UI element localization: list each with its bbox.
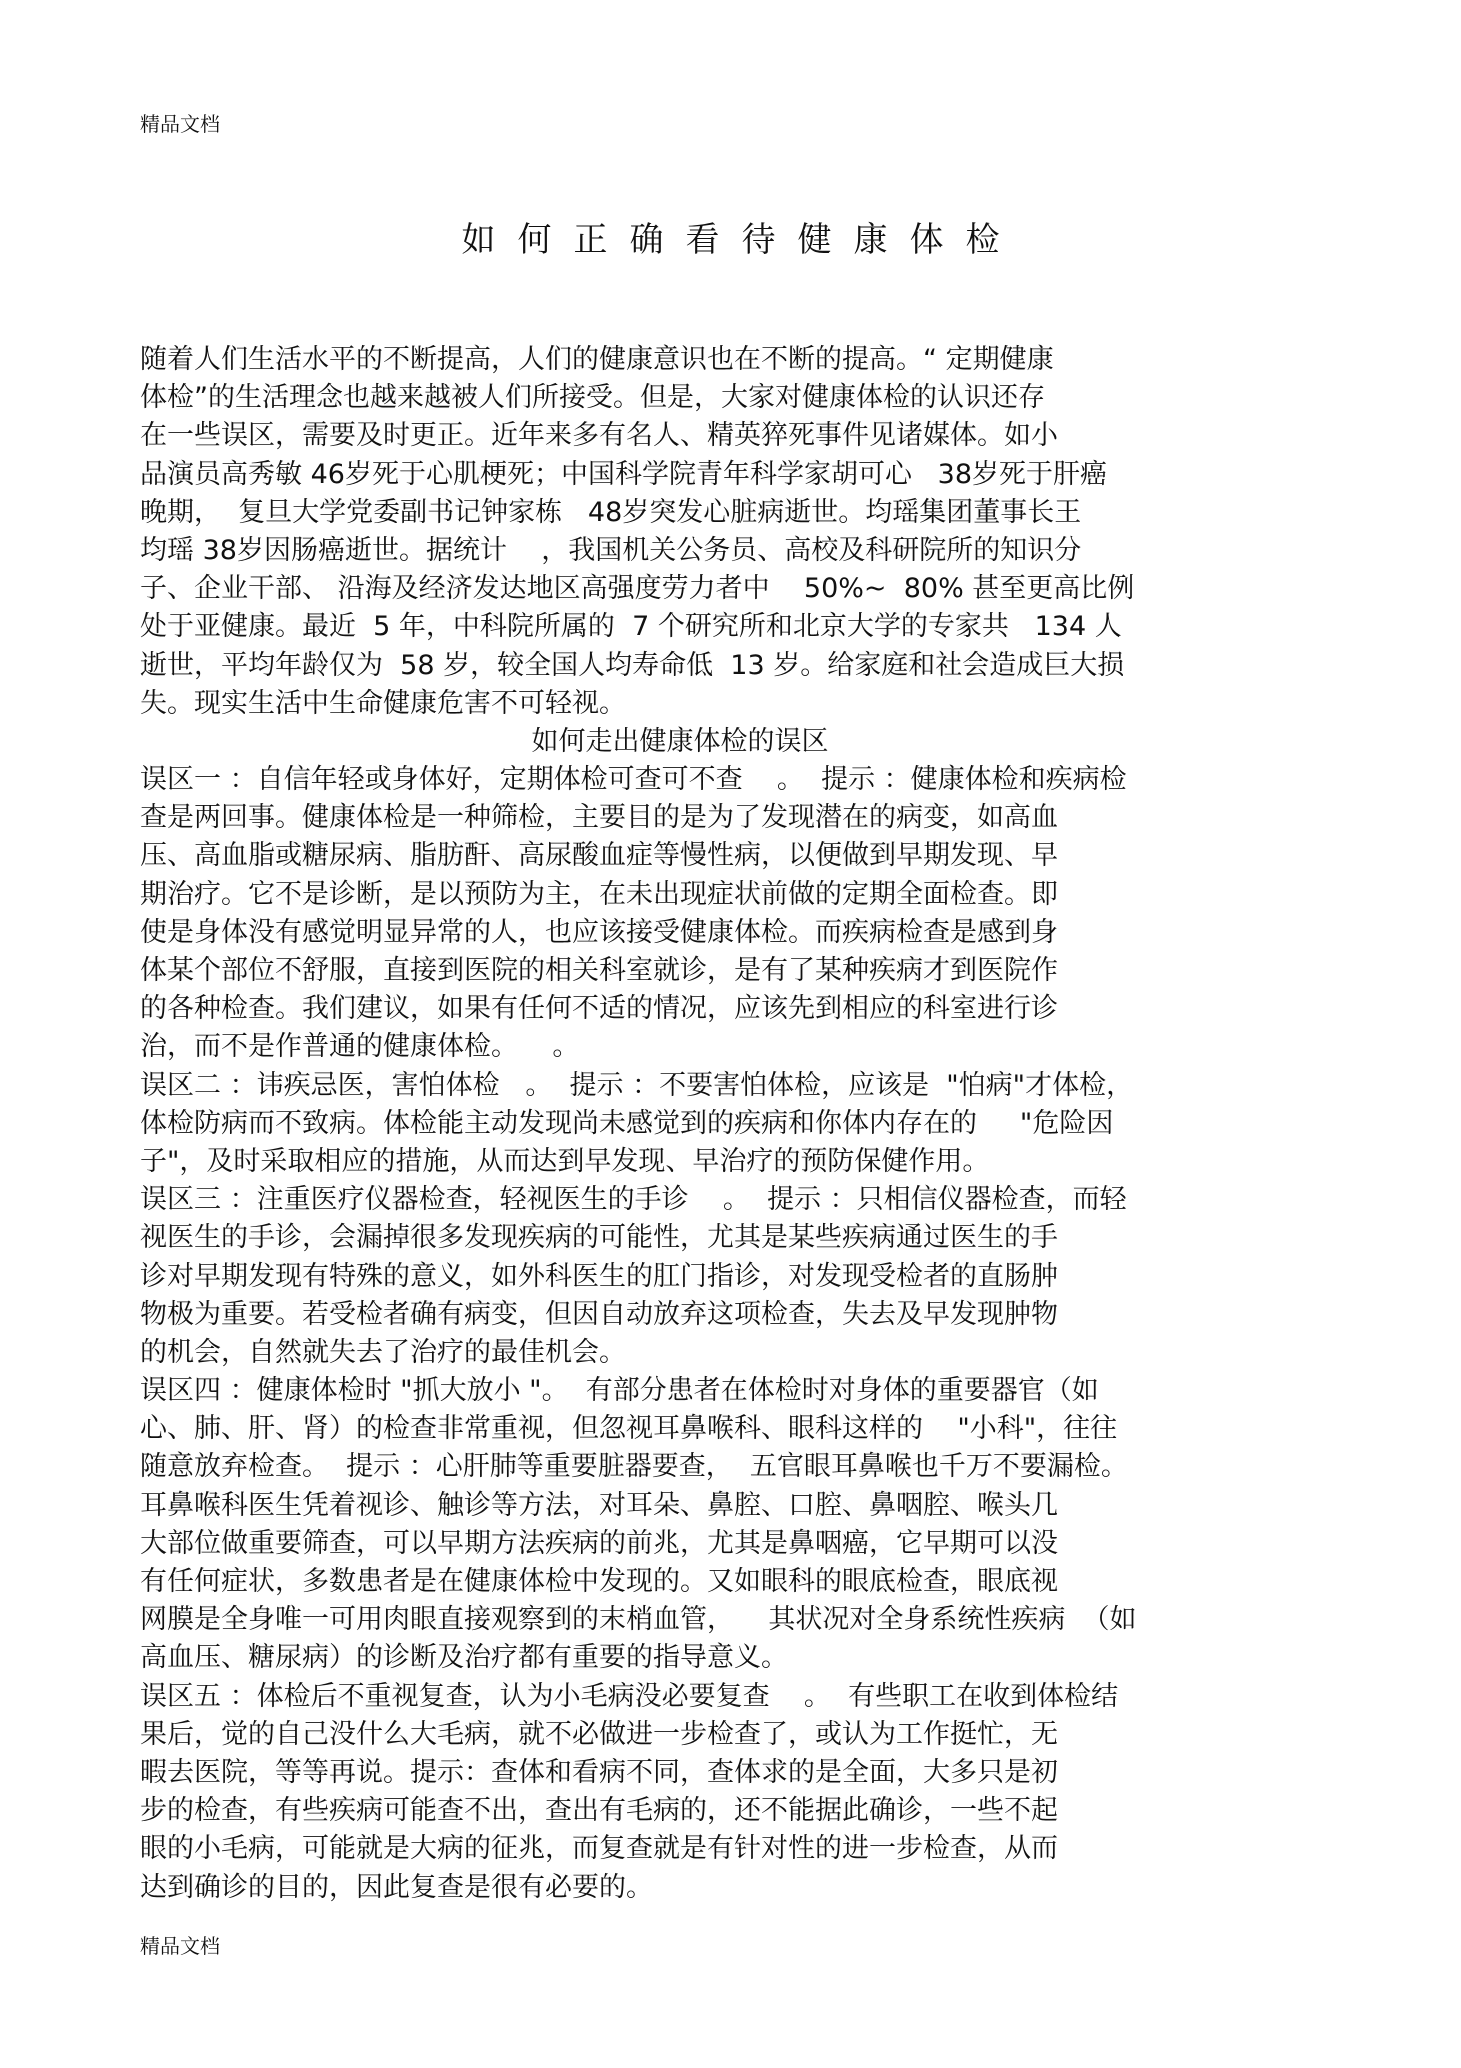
text-line: 均瑶 38岁因肠癌逝世。据统计 ，我国机关公务员、高校及科研院所的知识分: [140, 534, 1082, 566]
text-line: 耳鼻喉科医生凭着视诊、触诊等方法，对耳朵、鼻腔、口腔、鼻咽腔、喉头几: [140, 1489, 1058, 1521]
text-line: 网膜是全身唯一可用肉眼直接观察到的末梢血管， 其状况对全身系统性疾病 （如: [140, 1604, 1137, 1636]
text-line: 心、肺、肝、肾）的检查非常重视，但忽视耳鼻喉科、眼科这样的 "小科"，往往: [140, 1413, 1118, 1445]
text-line: 误区三 ：注重医疗仪器检查，轻视医生的手诊 。 提示 ：只相信仪器检查，而轻: [140, 1184, 1127, 1216]
text-line: 随着人们生活水平的不断提高，人们的健康意识也在不断的提高。“ 定期健康: [140, 344, 1054, 375]
text-line: 子、企业干部、 沿海及经济发达地区高强度劳力者中 50%~ 80% 甚至更高比例: [140, 573, 1135, 605]
text-line: 晚期， 复旦大学党委副书记钟家栋 48岁突发心脏病逝世。均瑶集团董事长王: [140, 496, 1082, 528]
text-line: 眼的小毛病，可能就是大病的征兆，而复查就是有针对性的进一步检查，从而: [140, 1833, 1058, 1865]
text-line: 在一些误区，需要及时更正。近年来多有名人、精英猝死事件见诸媒体。如小: [140, 420, 1058, 452]
text-line: 体检防病而不致病。体检能主动发现尚未感觉到的疾病和你体内存在的 "危险因: [140, 1107, 1114, 1139]
document-title: 如何正确看待健康体检: [461, 220, 1022, 260]
text-line: 随意放弃检查。 提示 ：心肝肺等重要脏器要查， 五官眼耳鼻喉也千万不要漏检。: [140, 1451, 1128, 1483]
text-line: 误区四 ：健康体检时 "抓大放小 "。 有部分患者在体检时对身体的重要器官（如: [140, 1375, 1099, 1407]
text-line: 查是两回事。健康体检是一种筛检，主要目的是为了发现潜在的病变，如高血: [140, 802, 1058, 834]
text-line: 误区五 ：体检后不重视复查，认为小毛病没必要复查 。 有些职工在收到体检结: [140, 1680, 1119, 1712]
text-line: 治，而不是作普通的健康体检。 。: [140, 1031, 580, 1063]
text-line: 失。现实生活中生命健康危害不可轻视。: [140, 687, 626, 719]
text-line: 压、高血脂或糖尿病、脂肪酐、高尿酸血症等慢性病，以便做到早期发现、早: [140, 840, 1058, 872]
text-line: 物极为重要。若受检者确有病变，但因自动放弃这项检查，失去及早发现肿物: [140, 1298, 1058, 1330]
footer-watermark: 精品文档: [140, 1934, 220, 1958]
text-line: 处于亚健康。最近 5 年，中科院所属的 7 个研究所和北京大学的专家共 134 人: [140, 611, 1122, 643]
text-line: 果后，觉的自己没什么大毛病，就不必做进一步检查了，或认为工作挺忙，无: [140, 1718, 1058, 1750]
text-line: 误区二 ：讳疾忌医，害怕体检 。 提示 ：不要害怕体检，应该是 "怕病"才体检，: [140, 1069, 1134, 1101]
section-heading: 如何走出健康体检的误区: [531, 725, 829, 757]
text-line: 品演员高秀敏 46岁死于心肌梗死；中国科学院青年科学家胡可心 38岁死于肝癌: [140, 458, 1108, 490]
text-line: 步的检查，有些疾病可能查不出，查出有毛病的，还不能据此确诊，一些不起: [140, 1795, 1058, 1827]
document-body: [140, 341, 1340, 1907]
text-line: 大部位做重要筛查，可以早期方法疾病的前兆，尤其是鼻咽癌，它早期可以没: [140, 1527, 1058, 1559]
text-line: 期治疗。它不是诊断，是以预防为主，在未出现症状前做的定期全面检查。即: [140, 878, 1058, 910]
text-line: 子"，及时采取相应的措施，从而达到早发现、早治疗的预防保健作用。: [140, 1145, 990, 1177]
text-line: 达到确诊的目的，因此复查是很有必要的。: [140, 1871, 653, 1903]
header-watermark: 精品文档: [140, 112, 220, 136]
text-line: 高血压、糖尿病）的诊断及治疗都有重要的指导意义。: [140, 1642, 788, 1674]
text-line: 的机会，自然就失去了治疗的最佳机会。: [140, 1336, 626, 1368]
text-line: 视医生的手诊，会漏掉很多发现疾病的可能性，尤其是某些疾病通过医生的手: [140, 1222, 1058, 1254]
text-line: 使是身体没有感觉明显异常的人，也应该接受健康体检。而疾病检查是感到身: [140, 916, 1058, 948]
text-line: 有任何症状，多数患者是在健康体检中发现的。又如眼科的眼底检查，眼底视: [140, 1566, 1058, 1597]
text-line: 诊对早期发现有特殊的意义，如外科医生的肛门指诊，对发现受检者的直肠肿: [140, 1260, 1058, 1292]
text-line: 暇去医院，等等再说。提示：查体和看病不同，查体求的是全面，大多只是初: [140, 1756, 1058, 1788]
myths-section: [140, 761, 1340, 1907]
text-line: 体某个部位不舒服，直接到医院的相关科室就诊，是有了某种疾病才到医院作: [140, 955, 1058, 986]
text-line: 的各种检查。我们建议，如果有任何不适的情况，应该先到相应的科室进行诊: [140, 993, 1058, 1025]
text-line: 误区一 ：自信年轻或身体好，定期体检可查可不查 。 提示 ：健康体检和疾病检: [140, 764, 1127, 796]
text-line: 体检”的生活理念也越来越被人们所接受。但是，大家对健康体检的认识还存: [140, 382, 1045, 414]
text-line: 逝世，平均年龄仅为 58 岁，较全国人均寿命低 13 岁。给家庭和社会造成巨大损: [140, 649, 1125, 681]
intro-paragraph: [140, 341, 1340, 723]
